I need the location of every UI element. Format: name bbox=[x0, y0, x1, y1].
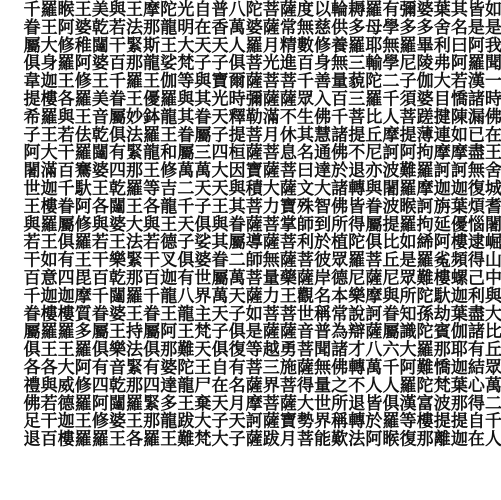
text-column: 薩常精進菩薩不休息菩薩寶掌菩薩藥王菩薩勇施菩薩寶月 bbox=[275, 0, 296, 448]
text-column: 有學無學二千人摩訶波闍波提比丘尼與眷屬六千人俱羅睺 bbox=[378, 0, 399, 448]
text-column: 睺阿修羅王各與若干百千眷屬俱有四迦樓羅王大威德迦樓 bbox=[53, 0, 74, 448]
text-column: 以慈修身善入佛慧通達大智到於彼岸名稱普聞無量世界能 bbox=[310, 0, 331, 448]
text-column: 如是我聞一時佛在王舍城耆闍崛山中與大比丘眾萬二千人 bbox=[481, 0, 501, 448]
text-column: 王法緊那羅王妙法緊那羅王大法緊那羅王持法緊那羅王各 bbox=[122, 0, 143, 448]
text-column: 陀婆羅菩薩彌勒菩薩寶積菩薩導師菩薩如是等菩薩摩訶薩 bbox=[241, 0, 262, 448]
text-column: 皆是阿羅漢諸漏已盡無復煩惱逮得己利盡諸有結心得自在 bbox=[463, 0, 484, 448]
text-column: 輪供養無量百千諸佛於諸佛所植眾德本常為諸佛之所稱歎 bbox=[327, 0, 348, 448]
text-column: 普香天子寶光天子四大天王與其眷屬萬天子俱自在天子大 bbox=[207, 0, 228, 448]
text-column: 自在天子與其眷屬三萬天子俱娑婆世界主梵天王尸棄大梵 bbox=[190, 0, 211, 448]
text-column: 菩薩月光菩薩滿月菩薩大力菩薩無量力菩薩越三界菩薩跋 bbox=[258, 0, 279, 448]
text-column: 王婆稚阿修羅王佉羅騫馱阿修羅王毘摩質多羅阿修羅王羅 bbox=[70, 0, 91, 448]
text-column: 婆多畢陵伽婆蹉薄拘羅摩訶拘絺羅難陀孫陀羅難陀富樓那 bbox=[412, 0, 433, 448]
text-column: 摩那斯龍王優鉢羅龍王等各與若干百千眷屬俱有四緊那羅 bbox=[139, 0, 160, 448]
text-column: 美乾闥婆王美音乾闥婆王各與若干百千眷屬俱有四阿修羅 bbox=[87, 0, 108, 448]
text-column: 彌多羅尼子須菩提阿難羅睺羅如是眾所知識大阿羅漢等復 bbox=[395, 0, 416, 448]
text-column: 羅母耶輸陀羅比丘尼亦與眷屬俱菩薩摩訶薩八萬人皆於阿 bbox=[361, 0, 382, 448]
text-column: 耨多羅三藐三菩提不退轉皆得陀羅尼樂說辯才轉不退轉法 bbox=[344, 0, 365, 448]
text-column: 與若干百千眷屬俱有四乾闥婆王樂乾闥婆王樂音乾闥婆王 bbox=[104, 0, 125, 448]
text-column: 度無數百千眾生其名曰文殊師利菩薩觀世音菩薩得大勢菩 bbox=[292, 0, 313, 448]
text-column: 羅王大身迦樓羅王大滿迦樓羅王如意迦樓羅王各與若干百 bbox=[36, 0, 57, 448]
text-column: 八萬人俱爾時釋提桓因與其眷屬二萬天子俱復有名月天子 bbox=[224, 0, 245, 448]
text-column: 其名曰阿若憍陳如摩訶迦葉優樓頻螺迦葉伽耶迦葉那提迦 bbox=[446, 0, 467, 448]
text-column: 光明大梵等與其眷屬萬二千天子俱有八龍王難陀龍王跋難 bbox=[173, 0, 194, 448]
text-column: 千眷屬俱韋提希子阿闍世王與若干百千眷屬俱各禮佛足退 bbox=[19, 0, 40, 448]
text-column: 陀龍王娑伽羅龍王和修吉龍王德叉迦龍王阿那婆達多龍王 bbox=[156, 0, 177, 448]
text-column: 葉舍利弗大目揵連摩訶迦旃延阿㝹樓馱劫賓那憍梵波提離 bbox=[429, 0, 450, 448]
